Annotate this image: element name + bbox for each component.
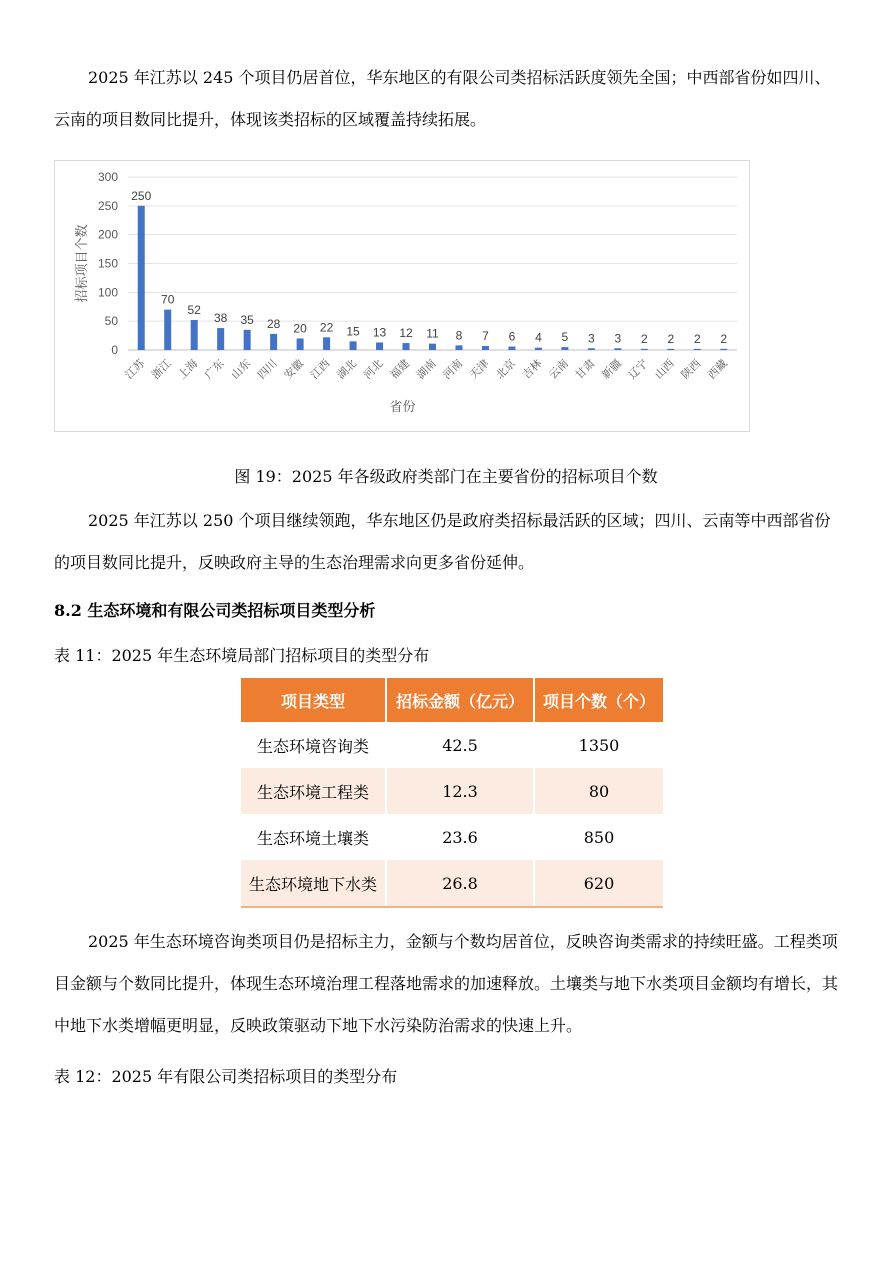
- x-tick-label: 四川: [255, 356, 280, 382]
- data-label: 70: [161, 292, 175, 307]
- y-tick-label: 250: [97, 198, 118, 213]
- cell-count: 80: [534, 768, 663, 814]
- table11: [241, 678, 663, 908]
- y-tick-label: 50: [104, 314, 118, 329]
- bar: [429, 344, 436, 350]
- table12-caption: 表 12：2025 年有限公司类招标项目的类型分布: [54, 1067, 398, 1086]
- y-axis-title: 招标项目个数: [75, 224, 90, 303]
- bar: [455, 345, 462, 350]
- cell-type: 生态环境咨询类: [241, 722, 386, 768]
- figure-caption: 图 19：2025 年各级政府类部门在主要省份的招标项目个数: [234, 467, 658, 486]
- bar: [535, 348, 542, 350]
- table-row: [241, 722, 663, 768]
- header-project-type: 项目类型: [241, 678, 386, 722]
- data-label: 2: [720, 331, 728, 346]
- bar: [561, 347, 568, 350]
- cell-count: 620: [534, 860, 663, 907]
- cell-count: 850: [583, 827, 615, 847]
- bar-chart: [54, 160, 750, 432]
- data-label: 5: [561, 330, 569, 345]
- data-label: 11: [426, 326, 439, 341]
- bar: [694, 349, 701, 350]
- header-count: 项目个数（个）: [534, 678, 663, 722]
- cell-amount: 42.5: [386, 722, 534, 768]
- y-tick-label: 150: [97, 256, 118, 271]
- header-amount: 招标金额（亿元）: [386, 678, 534, 722]
- x-tick-label: 云南: [546, 356, 572, 382]
- data-label: 250: [131, 188, 152, 203]
- bar: [667, 349, 674, 350]
- cell-type: 生态环境土壤类: [241, 814, 386, 860]
- x-tick-label: 辽宁: [625, 356, 651, 382]
- data-label: 38: [213, 311, 228, 326]
- cell-amount: 23.6: [386, 814, 534, 860]
- data-label: 8: [455, 328, 463, 343]
- cell-count: 1350: [578, 735, 620, 755]
- table-header-row: [241, 678, 663, 722]
- data-label: 35: [240, 312, 254, 327]
- data-label: 4: [535, 330, 542, 345]
- data-label: 13: [372, 325, 387, 340]
- data-label: 6: [508, 329, 516, 344]
- x-tick-label: 湖南: [413, 356, 439, 382]
- x-tick-label: 吉林: [519, 356, 545, 382]
- x-tick-label: 福建: [387, 356, 413, 382]
- x-tick-label: 河北: [360, 356, 386, 382]
- y-tick-label: 300: [97, 170, 118, 184]
- bar: [244, 330, 251, 350]
- bar: [403, 343, 410, 350]
- x-axis-title: 省份: [389, 400, 416, 415]
- bar: [297, 338, 304, 350]
- table-row: [241, 814, 663, 860]
- cell-type: 生态环境工程类: [241, 768, 386, 814]
- bar: [508, 347, 515, 350]
- x-tick-label: 山西: [652, 356, 677, 382]
- x-tick-label: 河南: [440, 356, 466, 382]
- table-row: [241, 860, 663, 907]
- data-label: 52: [187, 303, 201, 318]
- bar: [164, 310, 171, 350]
- data-label: 7: [482, 328, 489, 343]
- y-tick-label: 100: [97, 285, 118, 300]
- x-tick-label: 江西: [307, 356, 333, 382]
- cell-amount: 12.3: [386, 768, 534, 814]
- x-tick-label: 天津: [466, 356, 492, 382]
- table11-caption: 表 11：2025 年生态环境局部门招标项目的类型分布: [54, 646, 430, 665]
- paragraph-2: 2025 年江苏以 250 个项目继续领跑，华东地区仍是政府类招标最活跃的区域；四川、云南等中西部省份的项目数同比提升，反映政府主导的生态治理需求向更多省份延伸。: [54, 511, 831, 572]
- x-tick-label: 湖北: [334, 356, 360, 382]
- y-tick-label: 0: [111, 343, 118, 357]
- data-label: 22: [319, 320, 334, 335]
- bar: [191, 320, 198, 350]
- x-tick-label: 西藏: [705, 356, 730, 382]
- bar: [350, 341, 357, 350]
- x-tick-label: 北京: [493, 356, 519, 382]
- cell-type: 生态环境地下水类: [241, 860, 386, 907]
- bar: [720, 349, 727, 350]
- data-label: 15: [346, 324, 360, 339]
- data-label: 2: [693, 331, 701, 346]
- section-heading: 8.2 生态环境和有限公司类招标项目类型分析: [54, 601, 376, 620]
- x-tick-label: 山东: [228, 356, 254, 382]
- x-tick-label: 上海: [175, 356, 201, 382]
- x-tick-label: 甘肃: [572, 356, 598, 382]
- bar: [138, 206, 145, 350]
- data-label: 12: [399, 326, 413, 341]
- bar: [376, 343, 383, 350]
- bar: [270, 334, 277, 350]
- data-label: 28: [266, 316, 281, 331]
- bar-chart-svg: [55, 161, 751, 433]
- table-row: [241, 768, 663, 814]
- x-tick-label: 浙江: [149, 356, 174, 382]
- x-tick-label: 新疆: [599, 356, 624, 382]
- bar: [588, 348, 595, 350]
- data-label: 20: [293, 321, 307, 336]
- x-tick-label: 陕西: [678, 356, 704, 382]
- cell-amount: 26.8: [386, 860, 534, 907]
- paragraph-3: 2025 年生态环境咨询类项目仍是招标主力，金额与个数均居首位，反映咨询类需求的持续旺盛。工程类项目金额与个数同比提升，体现生态环境治理工程落地需求的加速释放。土壤类与地下水类项目金额均有增长，其中地下水类增幅更明显，反映政策驱动下地下水污染防治需求的快速上升。: [54, 932, 839, 1035]
- x-tick-label: 广东: [202, 356, 227, 382]
- bar: [482, 346, 489, 350]
- intro-paragraph: 2025 年江苏以 245 个项目仍居首位，华东地区的有限公司类招标活跃度领先全国；中西部省份如四川、云南的项目数同比提升，体现该类招标的区域覆盖持续拓展。: [54, 68, 831, 129]
- bar: [217, 328, 224, 350]
- data-label: 2: [640, 331, 648, 346]
- data-label: 3: [588, 331, 595, 346]
- bar: [323, 337, 330, 350]
- bar: [614, 348, 621, 350]
- x-tick-label: 安徽: [281, 356, 307, 382]
- data-label: 2: [667, 331, 675, 346]
- data-label: 3: [614, 331, 622, 346]
- y-tick-label: 200: [97, 227, 118, 242]
- bar: [641, 349, 648, 350]
- x-tick-label: 江苏: [122, 356, 148, 382]
